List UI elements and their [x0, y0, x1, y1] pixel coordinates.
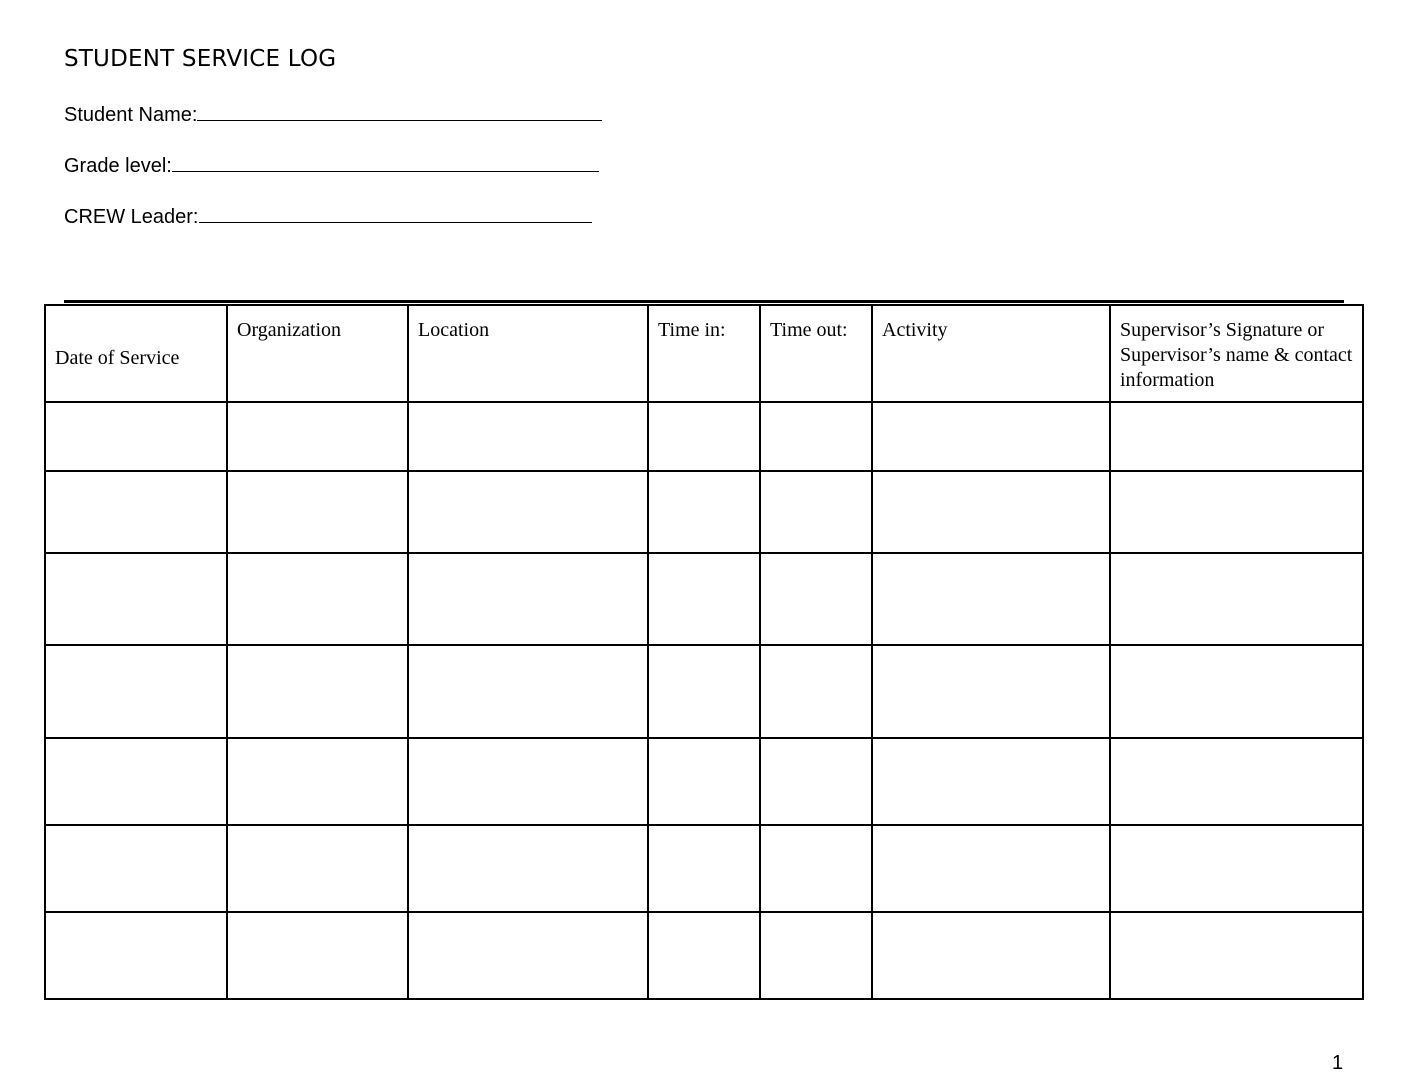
- supervisor-cell[interactable]: [1110, 738, 1363, 825]
- date-of-service-cell[interactable]: [45, 738, 227, 825]
- time-in-cell[interactable]: [648, 471, 760, 553]
- activity-cell[interactable]: [872, 912, 1110, 999]
- date-of-service-cell[interactable]: [45, 402, 227, 471]
- location-cell[interactable]: [408, 738, 648, 825]
- crew-leader-label: CREW Leader:: [64, 206, 199, 228]
- time-in-cell[interactable]: [648, 553, 760, 645]
- time-out-cell[interactable]: [760, 645, 872, 738]
- column-header-date-of-service: Date of Service: [45, 305, 227, 402]
- organization-cell[interactable]: [227, 402, 408, 471]
- time-out-cell[interactable]: [760, 402, 872, 471]
- date-of-service-cell[interactable]: [45, 825, 227, 912]
- table-row: [45, 738, 1363, 825]
- time-in-cell[interactable]: [648, 738, 760, 825]
- activity-cell[interactable]: [872, 738, 1110, 825]
- column-header-organization: Organization: [227, 305, 408, 402]
- activity-cell[interactable]: [872, 553, 1110, 645]
- student-name-blank[interactable]: [197, 100, 602, 121]
- time-out-cell[interactable]: [760, 825, 872, 912]
- date-of-service-cell[interactable]: [45, 471, 227, 553]
- supervisor-cell[interactable]: [1110, 912, 1363, 999]
- time-out-cell[interactable]: [760, 553, 872, 645]
- time-in-cell[interactable]: [648, 912, 760, 999]
- column-header-time-out: Time out:: [760, 305, 872, 402]
- grade-level-field[interactable]: [64, 151, 599, 178]
- activity-cell[interactable]: [872, 402, 1110, 471]
- crew-leader-blank[interactable]: [199, 202, 592, 223]
- column-header-supervisor: Supervisor’s Signature or Supervisor’s name & contact information: [1110, 305, 1363, 402]
- supervisor-cell[interactable]: [1110, 553, 1363, 645]
- location-cell[interactable]: [408, 471, 648, 553]
- page-number: 1: [1332, 1052, 1344, 1074]
- table-row: [45, 471, 1363, 553]
- table-row: [45, 645, 1363, 738]
- time-in-cell[interactable]: [648, 402, 760, 471]
- activity-cell[interactable]: [872, 471, 1110, 553]
- supervisor-cell[interactable]: [1110, 471, 1363, 553]
- table-row: [45, 912, 1363, 999]
- location-cell[interactable]: [408, 825, 648, 912]
- supervisor-cell[interactable]: [1110, 402, 1363, 471]
- column-header-location: Location: [408, 305, 648, 402]
- page-title: STUDENT SERVICE LOG: [64, 46, 337, 72]
- student-name-field[interactable]: [64, 100, 602, 127]
- time-out-cell[interactable]: [760, 471, 872, 553]
- table-row: [45, 553, 1363, 645]
- organization-cell[interactable]: [227, 645, 408, 738]
- organization-cell[interactable]: [227, 471, 408, 553]
- location-cell[interactable]: [408, 553, 648, 645]
- activity-cell[interactable]: [872, 645, 1110, 738]
- table-row: [45, 402, 1363, 471]
- organization-cell[interactable]: [227, 912, 408, 999]
- time-in-cell[interactable]: [648, 825, 760, 912]
- service-log-table: [44, 304, 1364, 1000]
- table-row: [45, 825, 1363, 912]
- date-of-service-cell[interactable]: [45, 553, 227, 645]
- grade-level-label: Grade level:: [64, 155, 172, 177]
- location-cell[interactable]: [408, 402, 648, 471]
- grade-level-blank[interactable]: [172, 151, 599, 172]
- table-header-row: [45, 305, 1363, 402]
- organization-cell[interactable]: [227, 738, 408, 825]
- time-out-cell[interactable]: [760, 912, 872, 999]
- student-name-label: Student Name:: [64, 104, 198, 126]
- activity-cell[interactable]: [872, 825, 1110, 912]
- horizontal-rule: [64, 300, 1344, 303]
- location-cell[interactable]: [408, 645, 648, 738]
- location-cell[interactable]: [408, 912, 648, 999]
- date-of-service-cell[interactable]: [45, 645, 227, 738]
- organization-cell[interactable]: [227, 553, 408, 645]
- date-of-service-cell[interactable]: [45, 912, 227, 999]
- supervisor-cell[interactable]: [1110, 645, 1363, 738]
- time-out-cell[interactable]: [760, 738, 872, 825]
- time-in-cell[interactable]: [648, 645, 760, 738]
- crew-leader-field[interactable]: [64, 202, 592, 229]
- column-header-time-in: Time in:: [648, 305, 760, 402]
- organization-cell[interactable]: [227, 825, 408, 912]
- supervisor-cell[interactable]: [1110, 825, 1363, 912]
- column-header-activity: Activity: [872, 305, 1110, 402]
